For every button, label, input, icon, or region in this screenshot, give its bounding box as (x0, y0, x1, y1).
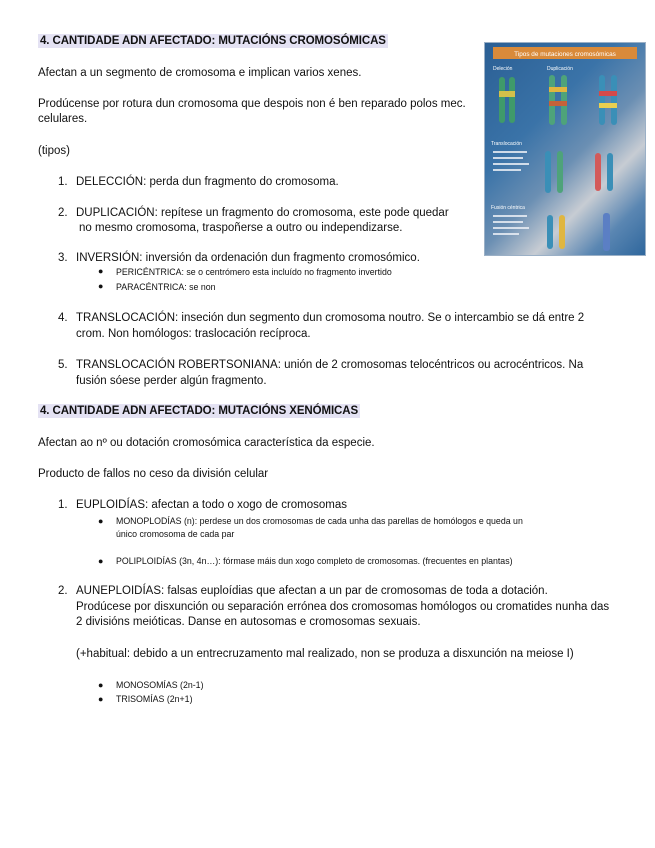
section2-intro2: Producto de fallos no ceso da división celular (38, 468, 269, 480)
bullet-icon: ● (98, 680, 104, 690)
list-item-inversion: INVERSIÓN: inversión da ordenación dun fragmento cromosómico. (76, 252, 420, 264)
sub-item-poliploidias: POLIPLOIDÍAS (3n, 4n…): fórmase máis dun xogo completo de cromosomas. (frecuentes en plantas) (116, 556, 513, 566)
section1-heading: 4. CANTIDADE ADN AFECTADO: MUTACIÓNS CROMOSÓMICAS (40, 35, 386, 47)
list-item-auneploidias-line3: 2 divisións meióticas. Danse en autosomas e cromosomas sexuais. (76, 616, 421, 628)
photo-label: Deleción (493, 66, 513, 72)
list-item-auneploidias-line1: AUNEPLOIDÍAS: falsas euploídias que afectan a un par de cromosomas de toda a dotación. (76, 585, 548, 597)
photo-drawing (485, 43, 645, 255)
section1-tipos: (tipos) (38, 145, 70, 157)
photo-text-scribbles (493, 151, 529, 235)
chromosome-mutations-photo (484, 42, 646, 256)
auneploidias-note: (+habitual: debido a un entrecruzamento mal realizado, non se produza a disxunción na meiose I) (76, 648, 574, 660)
list-item-duplicacion-line2: no mesmo cromosoma, traspoñerse a outro ou independizarse. (79, 222, 403, 234)
list-item-auneploidias-line2: Prodúcese por disxunción ou separación errónea dos cromosomas homólogos ou cromatides nunha das (76, 601, 610, 613)
section2-heading: 4. CANTIDADE ADN AFECTADO: MUTACIÓNS XENÓMICAS (40, 405, 359, 417)
list-number: 1. (58, 499, 68, 511)
bullet-icon: ● (98, 281, 104, 291)
sub-item-pericentrica: PERICÉNTRICA: se o centrómero esta incluído no fragmento invertido (116, 267, 392, 277)
list-number: 2. (58, 207, 68, 219)
bullet-icon: ● (98, 556, 104, 566)
bullet-icon: ● (98, 266, 104, 276)
section1-intro2-line1: Prodúcense por rotura dun cromosoma que despois non é ben reparado polos mec. (38, 98, 466, 110)
list-number: 3. (58, 252, 68, 264)
list-item-robertsoniana-line2: fusión sóese perder algún fragmento. (76, 375, 267, 387)
sub-item-trisomias: TRISOMÍAS (2n+1) (116, 694, 193, 704)
list-item-translocacion-line2: crom. Non homólogos: traslocación recíproca. (76, 328, 311, 340)
sub-item-paracentrica: PARACÉNTRICA: se non (116, 282, 216, 292)
list-number: 2. (58, 585, 68, 597)
list-item-deleccion: DELECCIÓN: perda dun fragmento do cromosoma. (76, 176, 339, 188)
list-item-translocacion-line1: TRANSLOCACIÓN: inseción dun segmento dun cromosoma noutro. Se o intercambio se dá entre 2 (76, 312, 585, 324)
sub-item-monoplodias-line1: MONOPLODÍAS (n): perdese un dos cromosomas de cada unha das parellas de homólogos e queda un (116, 516, 523, 526)
photo-title: Tipos de mutaciones cromosómicas (514, 51, 616, 58)
list-number: 1. (58, 176, 68, 188)
bullet-icon: ● (98, 516, 104, 526)
list-number: 4. (58, 312, 68, 324)
bullet-icon: ● (98, 694, 104, 704)
sub-item-monoplodias-line2: único cromosoma de cada par (116, 529, 235, 539)
photo-label: Translocación (491, 141, 522, 147)
list-item-robertsoniana-line1: TRANSLOCACIÓN ROBERTSONIANA: unión de 2 cromosomas telocéntricos ou acrocéntricos. Na (76, 359, 584, 371)
photo-label: Fusión céntrica (491, 205, 525, 211)
list-item-euploidias: EUPLOIDÍAS: afectan a todo o xogo de cromosomas (76, 499, 348, 511)
section1-intro2-line2: celulares. (38, 113, 88, 125)
list-item-duplicacion-line1: DUPLICACIÓN: repítese un fragmento do cromosoma, este pode quedar (76, 207, 449, 219)
section2-intro1: Afectan ao nº ou dotación cromosómica característica da especie. (38, 437, 375, 449)
list-number: 5. (58, 359, 68, 371)
sub-item-monosomias: MONOSOMÍAS (2n-1) (116, 680, 204, 690)
photo-label: Duplicación (547, 66, 573, 72)
section1-intro1: Afectan a un segmento de cromosoma e implican varios xenes. (38, 67, 362, 79)
